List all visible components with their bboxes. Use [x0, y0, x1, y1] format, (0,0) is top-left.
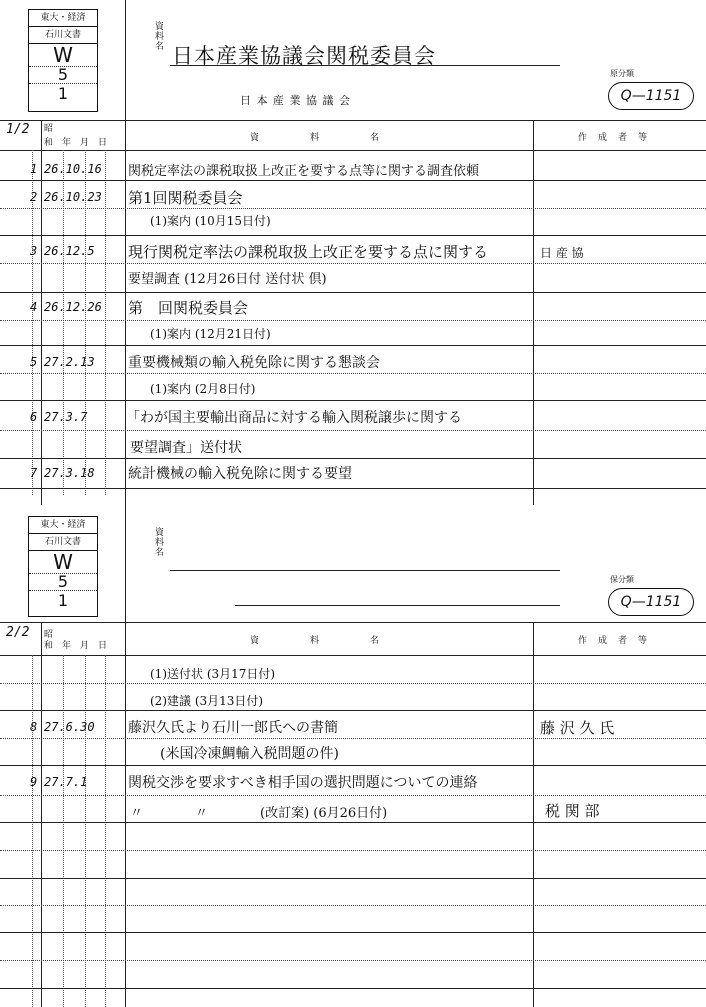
- entry-number: 7: [30, 466, 38, 480]
- stamp-collection: 石川文書: [29, 534, 97, 551]
- stamp-institution: 東大・経済: [29, 10, 97, 27]
- stamp-one: 1: [29, 83, 97, 104]
- header-era: 昭: [44, 630, 54, 640]
- entry-number: 8: [30, 720, 38, 734]
- entry-text: 第 回関税委員会: [128, 299, 249, 317]
- entry-text: 第1回関税委員会: [128, 189, 243, 207]
- stamp-one: 1: [29, 590, 97, 611]
- header-era: 昭: [44, 124, 54, 134]
- stamp-five: 5: [29, 573, 97, 590]
- entry-text: (2)建議 (3月13日付): [150, 694, 264, 708]
- class-label: 原分類: [610, 69, 634, 78]
- shiryo-label: 資 料 名: [155, 528, 165, 558]
- class-label: 保分類: [610, 575, 634, 584]
- entry-text: 要望調査」送付状: [130, 440, 242, 456]
- header-date: 和 年 月 日: [44, 641, 108, 651]
- header-material: 資 料 名: [250, 636, 381, 646]
- entry-number: 4: [30, 300, 38, 314]
- shiryo-label: 資 料 名: [155, 22, 165, 52]
- entry-text: 要望調査 (12月26日付 送付状 倶): [128, 272, 327, 287]
- entry-number: 9: [30, 775, 38, 789]
- stamp-w: W: [53, 43, 73, 67]
- entry-date: 27.3.7: [44, 410, 88, 424]
- entry-number: 2: [30, 190, 38, 204]
- entry-text: (1)送付状 (3月17日付): [150, 667, 276, 681]
- stamp-institution: 東大・経済: [29, 517, 97, 534]
- entry-text: 関税交渉を要求すべき相手国の選択問題についての連絡: [128, 775, 478, 791]
- entry-number: 5: [30, 355, 38, 369]
- entry-number: 3: [30, 244, 38, 258]
- entry-text: 「わが国主要輸出商品に対する輸入関税譲歩に関する: [126, 410, 462, 426]
- header-date: 和 年 月 日: [44, 138, 108, 148]
- entry-text: (米国冷凍鯛輸入税問題の件): [160, 746, 339, 762]
- document-subtitle: 日 本 産 業 協 議 会: [240, 94, 351, 107]
- entry-date: 27.7.1: [44, 775, 88, 789]
- entry-date: 26.12.26: [44, 300, 102, 314]
- entry-date: 26.10.23: [44, 190, 102, 204]
- page-mark: 2/2: [6, 625, 30, 640]
- class-code: Q—1151: [608, 588, 694, 616]
- entry-date: 26.10.16: [44, 162, 102, 176]
- entry-author: 税 関 部: [545, 802, 600, 820]
- entry-date: 27.6.30: [44, 720, 95, 734]
- stamp-five: 5: [29, 66, 97, 83]
- entry-date: 27.3.18: [44, 466, 95, 480]
- entry-text: 重要機械類の輸入税免除に関する懇談会: [128, 355, 380, 371]
- entry-author: 藤 沢 久 氏: [540, 719, 615, 737]
- entry-text: 藤沢久氏より石川一郎氏への書簡: [128, 720, 338, 736]
- entry-date: 27.2.13: [44, 355, 95, 369]
- page-mark: 1/2: [6, 122, 30, 137]
- header-author: 作 成 者 等: [578, 133, 649, 143]
- header-material: 資 料 名: [250, 133, 381, 143]
- stamp-collection: 石川文書: [29, 27, 97, 44]
- archive-stamp: [28, 516, 98, 617]
- entry-text: 現行関税定率法の課税取扱上改正を要する点に関する: [128, 243, 489, 261]
- entry-date: 26.12.5: [44, 244, 95, 258]
- entry-text: 関税定率法の課税取扱上改正を要する点等に関する調査依頼: [128, 164, 480, 179]
- header-author: 作 成 者 等: [578, 636, 649, 646]
- class-code: Q—1151: [608, 82, 694, 110]
- document-title: 日本産業協議会関税委員会: [172, 44, 436, 68]
- entry-text: (1)案内 (10月15日付): [150, 214, 271, 228]
- entry-number: 6: [30, 410, 38, 424]
- entry-text: 統計機械の輸入税免除に関する要望: [128, 466, 352, 482]
- entry-text: (1)案内 (2月8日付): [150, 382, 256, 396]
- entry-text: 〃 〃 (改訂案) (6月26日付): [130, 806, 388, 821]
- entry-author: 日 産 協: [540, 246, 584, 260]
- stamp-w: W: [53, 550, 73, 574]
- archive-stamp: [28, 9, 98, 112]
- entry-number: 1: [30, 162, 38, 176]
- entry-text: (1)案内 (12月21日付): [150, 327, 271, 341]
